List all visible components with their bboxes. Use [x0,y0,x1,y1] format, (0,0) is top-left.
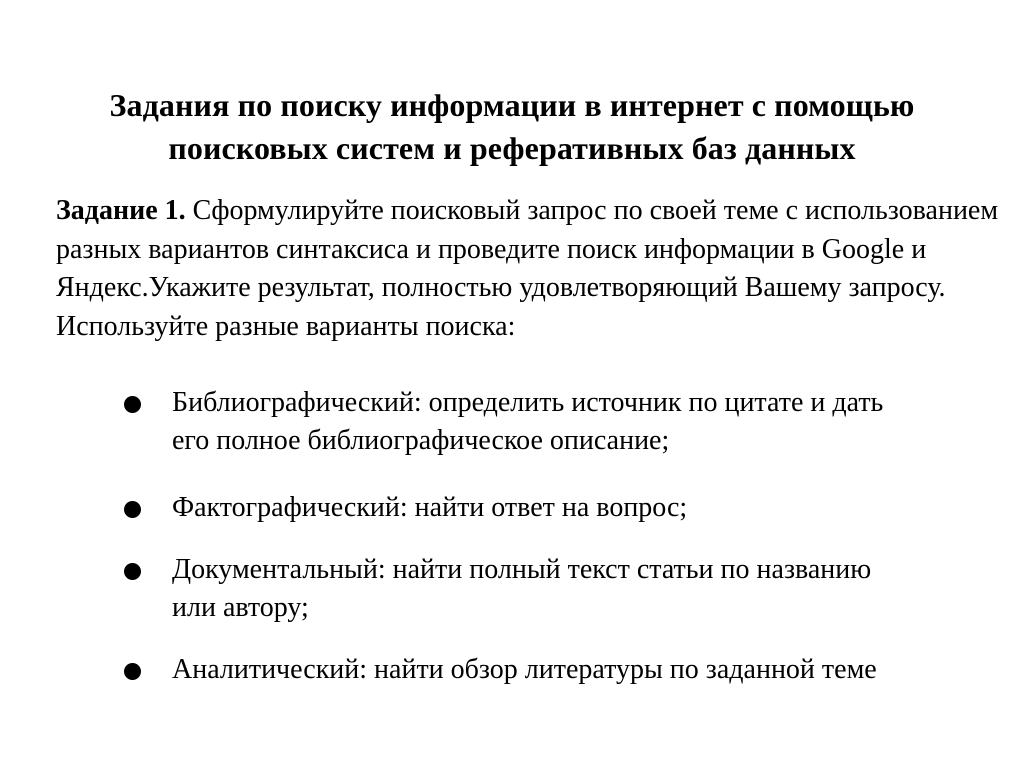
bullet-icon [124,663,141,680]
list-item-text [172,489,1002,527]
bullet-icon [124,563,141,580]
list-item-line: его полное библиографическое описание; [172,425,670,456]
list-item-line: Аналитический: найти обзор литературы по заданной теме [172,654,877,685]
list-item-line: Документальный: найти полный текст статьи по названию [172,554,872,585]
list-item-text [172,384,1002,460]
bullet-icon [124,396,141,413]
list-item-line: или автору; [172,592,309,623]
task-label: Задание 1. [56,195,186,226]
bullet-icon [124,501,141,518]
list-item-text [172,551,1002,627]
task-text: Сформулируйте поисковый запрос по своей теме с использованием разных вариантов синтаксиса и проведите поиск информации в Google и Яндекс.Укажите результат, полностью удовлетворяющий Вашему запросу. Используйте разные варианты поиска: [56,195,999,342]
list-item-line: Фактографический: найти ответ на вопрос; [172,492,688,523]
slide-title-line-2: поисковых систем и реферативных баз данных [168,130,856,166]
list-item-text [172,651,1002,689]
list-item-line: Библиографический: определить источник по цитате и дать [172,387,884,418]
slide-title-line-1: Задания по поиску информации в интернет с помощью [109,87,915,123]
